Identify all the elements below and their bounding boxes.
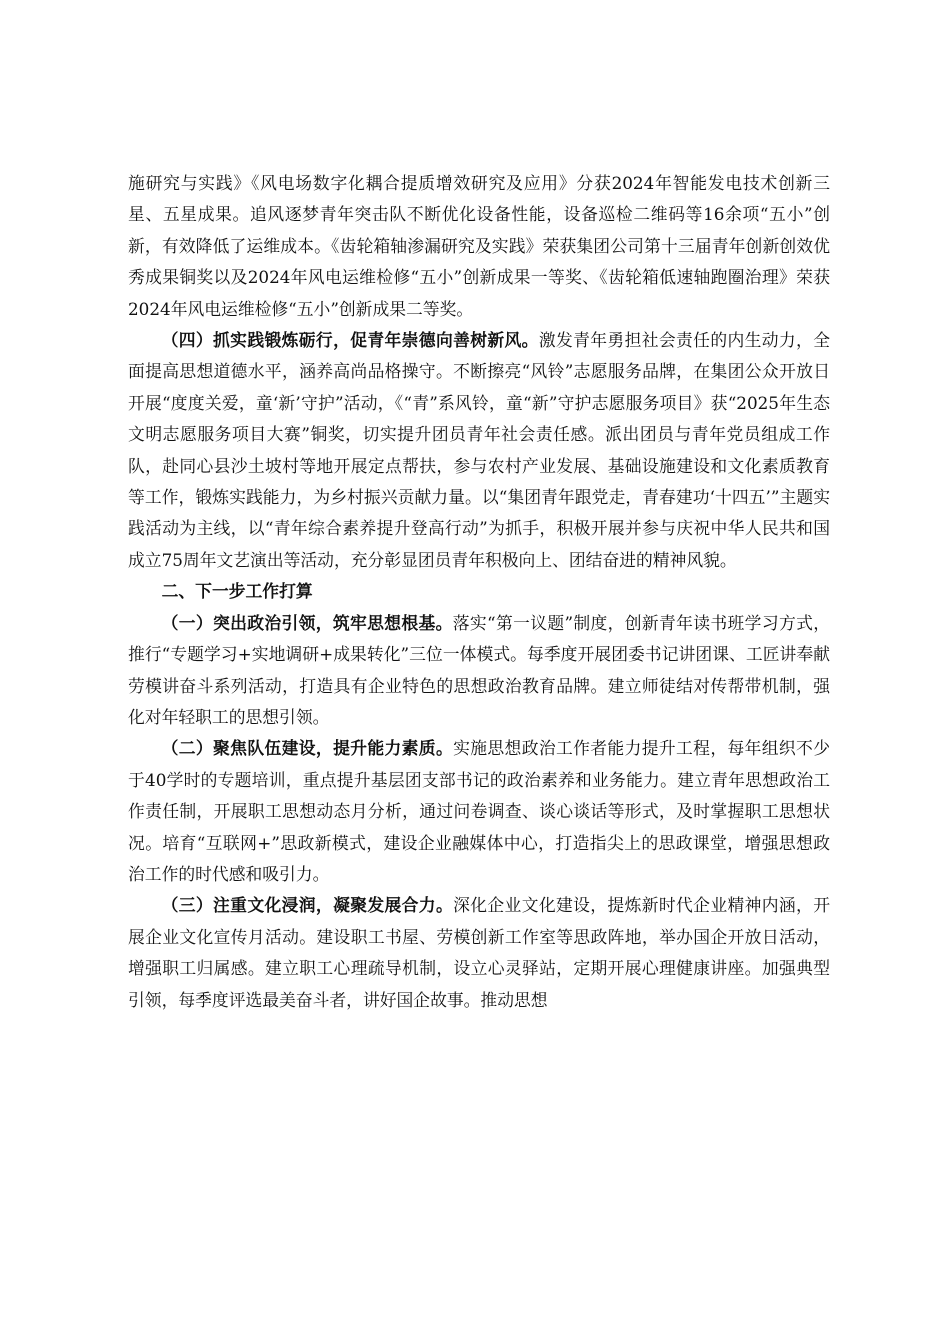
section-heading-next-steps xyxy=(128,576,830,607)
paragraph-text: 施研究与实践》《风电场数字化耦合提质增效研究及应用》分获2024年智能发电技术创新三星、五星成果。追风逐梦青年突击队不断优化设备性能，设备巡检二维码等16余项“五小”创新，有效降低了运维成本。《齿轮箱轴渗漏研究及实践》荣获集团公司第十三届青年创新创效优秀成果铜奖以及2024年风电运维检修“五小”创新成果一等奖、《齿轮箱低速轴跑圈治理》荣获2024年风电运维检修“五小”创新成果二等奖。 xyxy=(128,173,830,319)
paragraph-heading: （一）突出政治引领，筑牢思想根基。 xyxy=(161,612,453,633)
paragraph-continuation xyxy=(128,168,830,325)
paragraph-plan-3 xyxy=(128,890,830,1016)
section-heading: 二、下一步工作打算 xyxy=(161,581,313,602)
paragraph-heading: （三）注重文化浸润，凝聚发展合力。 xyxy=(161,895,454,916)
paragraph-heading: （二）聚焦队伍建设，提升能力素质。 xyxy=(161,738,454,759)
paragraph-text: 实施思想政治工作者能力提升工程，每年组织不少于40学时的专题培训，重点提升基层团支部书记的政治素养和业务能力。建立青年思想政治工作责任制，开展职工思想动态月分析，通过问卷调查、谈心谈话等形式，及时掌握职工思想状况。培育“互联网+”思政新模式，建设企业融媒体中心，打造指尖上的思政课堂，增强思想政治工作的时代感和吸引力。 xyxy=(128,738,830,884)
paragraph-plan-2 xyxy=(128,733,830,890)
paragraph-heading: （四）抓实践锻炼砺行，促青年崇德向善树新风。 xyxy=(161,330,539,351)
paragraph-section-4 xyxy=(128,325,830,576)
paragraph-plan-1 xyxy=(128,608,830,734)
paragraph-text: 深化企业文化建设，提炼新时代企业精神内涵，开展企业文化宣传月活动。建设职工书屋、劳模创新工作室等思政阵地，举办国企开放日活动，增强职工归属感。建立职工心理疏导机制，设立心灵驿站，定期开展心理健康讲座。加强典型引领，每季度评选最美奋斗者，讲好国企故事。推动思想 xyxy=(128,895,830,1010)
paragraph-text: 落实“第一议题”制度，创新青年读书班学习方式，推行“专题学习+实地调研+成果转化”三位一体模式。每季度开展团委书记讲团课、工匠讲奉献劳模讲奋斗系列活动，打造具有企业特色的思想政治教育品牌。建立师徒结对传帮带机制，强化对年轻职工的思想引领。 xyxy=(128,612,830,727)
document-body xyxy=(128,168,830,1016)
paragraph-text: 激发青年勇担社会责任的内生动力，全面提高思想道德水平，涵养高尚品格操守。不断擦亮“风铃”志愿服务品牌，在集团公众开放日开展“度度关爱，童‘新’守护”活动，《“青”系风铃，童“新”守护志愿服务项目》获“2025年生态文明志愿服务项目大赛”铜奖，切实提升团员青年社会责任感。派出团员与青年党员组成工作队，赴同心县沙土坡村等地开展定点帮扶，参与农村产业发展、基础设施建设和文化素质教育等工作，锻炼实践能力，为乡村振兴贡献力量。以“集团青年跟党走，青春建功‘十四五’”主题实践活动为主线，以“青年综合素养提升登高行动”为抓手，积极开展并参与庆祝中华人民共和国成立75周年文艺演出等活动，充分彰显团员青年积极向上、团结奋进的精神风貌。 xyxy=(128,330,830,570)
